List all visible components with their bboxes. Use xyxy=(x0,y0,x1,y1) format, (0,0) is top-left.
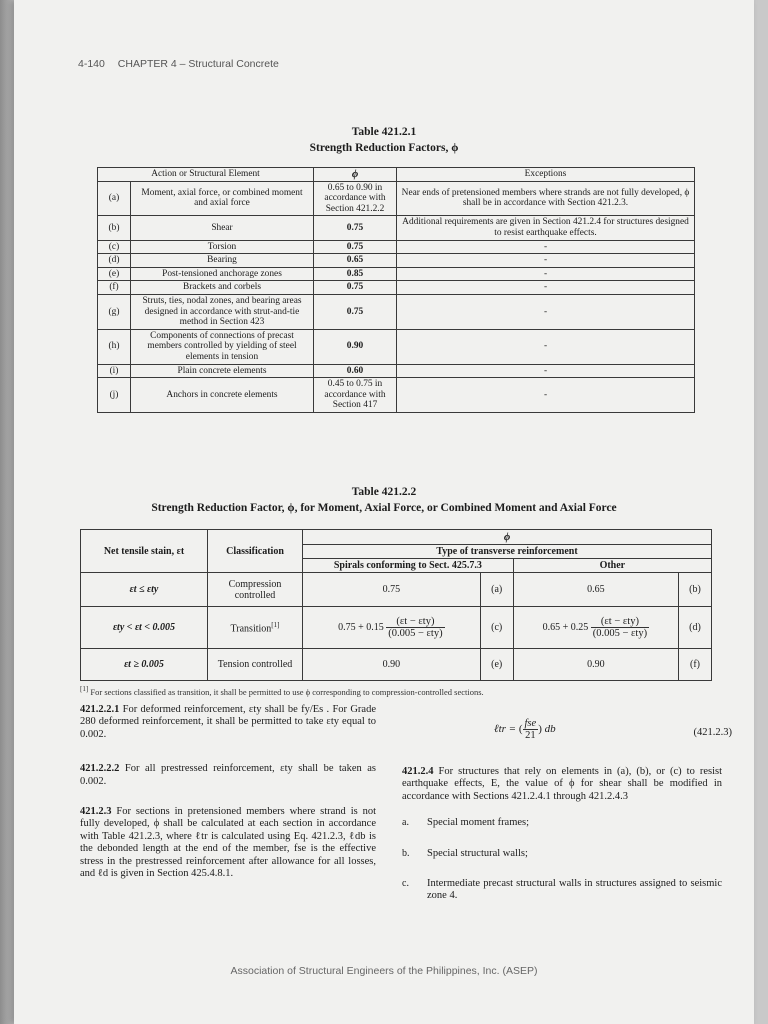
paragraph-421-2-2-1 xyxy=(80,704,376,741)
table1-header-row xyxy=(98,168,695,182)
row-exception: - xyxy=(397,294,695,329)
row-code: (h) xyxy=(98,329,131,364)
paragraph-421-2-3 xyxy=(80,806,376,880)
table2-header-phi: ϕ xyxy=(303,530,712,545)
table-row xyxy=(81,649,712,681)
table2-header-strain: Net tensile stain, εt xyxy=(81,530,208,573)
table-row xyxy=(98,240,695,254)
table-row xyxy=(98,267,695,281)
row-exception: - xyxy=(397,364,695,378)
row-phi: 0.65 to 0.90 in accordance with Section 421.2.2 xyxy=(314,181,397,216)
formula-fraction xyxy=(591,616,649,639)
row-exception: - xyxy=(397,240,695,254)
left-column xyxy=(80,704,376,894)
section-number: 421.2.2.1 xyxy=(80,704,120,715)
formula-prefix: 0.65 + 0.25 xyxy=(542,621,589,633)
row-classification: Transition xyxy=(230,623,272,635)
paragraph-text: For sections in pretensioned members where strand is not fully developed, ϕ shall be calculated at each section in accordance with Table 421.2.3, where ℓtr is calculated using Eq. 421.2.3, ℓdb is the debonded length at the end of the member, fse is the effective stress in the prestressed reinforcement after allowance for all losses, and ℓd is given in Section 425.4.8.1. xyxy=(80,806,377,880)
row-phi: 0.45 to 0.75 in accordance with Section 417 xyxy=(314,378,397,413)
row-other-code: (f) xyxy=(679,649,712,681)
paragraph-text: For deformed reinforcement, εty shall be fy/Es . For Grade 280 deformed reinforcement, it shall be permitted to take εty equal to 0.002. xyxy=(80,704,376,740)
row-classification: Tension controlled xyxy=(208,649,303,681)
list-label: a. xyxy=(402,817,409,829)
table-row xyxy=(98,378,695,413)
fraction-denominator: (0.005 − εty) xyxy=(388,628,443,639)
row-phi: 0.75 xyxy=(314,216,397,240)
row-other-value: 0.90 xyxy=(513,649,678,681)
row-exception: - xyxy=(397,378,695,413)
row-code: (e) xyxy=(98,267,131,281)
row-code: (c) xyxy=(98,240,131,254)
table1-subtitle: Strength Reduction Factors, ϕ xyxy=(309,142,459,154)
table-strength-reduction-moment-axial xyxy=(80,529,712,681)
row-action: Bearing xyxy=(131,254,314,268)
row-exception: - xyxy=(397,254,695,268)
row-code: (d) xyxy=(98,254,131,268)
equation-rhs: db xyxy=(544,723,556,736)
row-code: (g) xyxy=(98,294,131,329)
formula-fraction xyxy=(386,616,444,639)
row-classification: Compression controlled xyxy=(208,573,303,607)
row-code: (i) xyxy=(98,364,131,378)
row-other-value: 0.65 xyxy=(513,573,678,607)
footnote-mark: [1] xyxy=(80,685,89,693)
page-edge xyxy=(0,0,14,1024)
fraction-numerator: (εt − εty) xyxy=(591,616,649,628)
page-footer: Association of Structural Engineers of the Philippines, Inc. (ASEP) xyxy=(230,965,538,977)
table-strength-reduction-factors xyxy=(97,167,695,413)
row-exception: - xyxy=(397,267,695,281)
table1-title-block xyxy=(14,124,754,156)
row-code: (b) xyxy=(98,216,131,240)
row-action: Post-tensioned anchorage zones xyxy=(131,267,314,281)
row-code: (a) xyxy=(98,181,131,216)
table2-title: Table 421.2.2 xyxy=(351,486,417,498)
row-action: Brackets and corbels xyxy=(131,281,314,295)
row-phi: 0.75 xyxy=(314,281,397,295)
list-label: c. xyxy=(402,878,409,890)
row-other-code: (d) xyxy=(679,607,712,649)
table-row xyxy=(98,254,695,268)
row-action: Plain concrete elements xyxy=(131,364,314,378)
row-other-formula xyxy=(513,607,678,649)
table2-header-type: Type of transverse reinforcement xyxy=(303,545,712,559)
table1-header-action: Action or Structural Element xyxy=(98,168,314,182)
page-number: 4-140 xyxy=(78,58,105,70)
table1-header-phi: ϕ xyxy=(314,168,397,182)
table-row xyxy=(98,216,695,240)
row-code: (j) xyxy=(98,378,131,413)
row-phi: 0.60 xyxy=(314,364,397,378)
paragraph-text: For structures that rely on elements in (a), (b), or (c) to resist earthquake effects, E, the value of ϕ for shear shall be modified in accordance with Sections 421.2.4.1 through 421.2.4.3 xyxy=(402,766,723,802)
equation-lhs: ℓtr = xyxy=(494,723,519,736)
list-text: Special moment frames; xyxy=(427,817,530,829)
table-row xyxy=(81,607,712,649)
section-number: 421.2.4 xyxy=(402,766,434,777)
paragraph-421-2-2-2 xyxy=(80,763,376,788)
equation-denominator: 21 xyxy=(525,730,536,741)
row-exception: - xyxy=(397,281,695,295)
table2-header-other: Other xyxy=(513,559,711,573)
row-phi: 0.85 xyxy=(314,267,397,281)
footnote-text: For sections classified as transition, it shall be permitted to use ϕ corresponding to compression-controlled sections. xyxy=(90,686,484,697)
list-item xyxy=(402,848,722,860)
row-spiral-formula xyxy=(303,607,481,649)
row-action: Torsion xyxy=(131,240,314,254)
paragraph-text: For all prestressed reinforcement, εty shall be taken as 0.002. xyxy=(80,763,377,787)
paragraph-421-2-4 xyxy=(402,766,722,803)
table-row xyxy=(98,364,695,378)
document-page xyxy=(14,0,754,1024)
table2-title-block xyxy=(14,484,754,516)
row-phi: 0.65 xyxy=(314,254,397,268)
row-classification-cell xyxy=(208,607,303,649)
table-row xyxy=(98,281,695,295)
list-label: b. xyxy=(402,847,410,859)
section-number: 421.2.2.2 xyxy=(80,763,120,775)
fraction-denominator: (0.005 − εty) xyxy=(592,628,648,639)
formula-prefix: 0.75 + 0.15 xyxy=(338,621,384,633)
row-action: Moment, axial force, or combined moment and axial force xyxy=(131,181,314,216)
table2-header-row-1 xyxy=(81,530,712,545)
row-exception: Near ends of pretensioned members where strands are not fully developed, ϕ shall be in accordance with Section 421.2.3. xyxy=(397,181,695,216)
row-spiral-code: (c) xyxy=(480,607,513,649)
row-strain: εt ≥ 0.005 xyxy=(81,649,208,681)
equation-fraction xyxy=(523,718,539,741)
table1-header-exceptions: Exceptions xyxy=(397,168,695,182)
equation-number: (421.2.3) xyxy=(693,727,732,738)
table-row xyxy=(98,329,695,364)
right-column xyxy=(402,766,722,917)
list-text: Special structural walls; xyxy=(427,847,528,859)
table2-header-classification: Classification xyxy=(208,530,303,573)
table2-footnote xyxy=(80,685,484,697)
row-spiral-value: 0.75 xyxy=(303,573,481,607)
row-spiral-code: (e) xyxy=(480,649,513,681)
row-strain: εty < εt < 0.005 xyxy=(81,607,208,649)
list-text: Intermediate precast structural walls in structures assigned to seismic zone 4. xyxy=(427,878,722,902)
table1-title: Table 421.2.1 xyxy=(351,126,417,138)
row-phi: 0.90 xyxy=(314,329,397,364)
table-row xyxy=(98,294,695,329)
table2-header-spirals: Spirals conforming to Sect. 425.7.3 xyxy=(303,559,514,573)
row-phi: 0.75 xyxy=(314,294,397,329)
row-action: Shear xyxy=(131,216,314,240)
row-spiral-value: 0.90 xyxy=(303,649,481,681)
equation-numerator: fse xyxy=(524,718,537,729)
row-other-code: (b) xyxy=(679,573,712,607)
row-action: Components of connections of precast members controlled by yielding of steel elements in tension xyxy=(131,329,314,364)
table-row xyxy=(81,573,712,607)
equation-421-2-3: ℓtr = ( $\frac{\text{fse}}{21}$ ) db (421.2.3) xyxy=(494,718,732,741)
section-number: 421.2.3 xyxy=(80,806,112,818)
row-action: Struts, ties, nodal zones, and bearing areas designed in accordance with strut-and-tie method in Section 423 xyxy=(131,294,314,329)
footnote-ref: [1] xyxy=(271,620,280,629)
running-header xyxy=(78,58,279,70)
chapter-title: CHAPTER 4 – Structural Concrete xyxy=(117,58,279,70)
row-strain: εt ≤ εty xyxy=(81,573,208,607)
list-item xyxy=(402,878,722,903)
table-row xyxy=(98,181,695,216)
fraction-numerator: (εt − εty) xyxy=(386,616,444,628)
row-action: Anchors in concrete elements xyxy=(131,378,314,413)
row-code: (f) xyxy=(98,281,131,295)
row-exception: Additional requirements are given in Section 421.2.4 for structures designed to resist earthquake effects. xyxy=(397,216,695,240)
row-phi: 0.75 xyxy=(314,240,397,254)
row-exception: - xyxy=(397,329,695,364)
row-spiral-code: (a) xyxy=(480,573,513,607)
table2-subtitle: Strength Reduction Factor, ϕ, for Moment, Axial Force, or Combined Moment and Axial Force xyxy=(151,502,617,514)
list-item xyxy=(402,817,722,829)
